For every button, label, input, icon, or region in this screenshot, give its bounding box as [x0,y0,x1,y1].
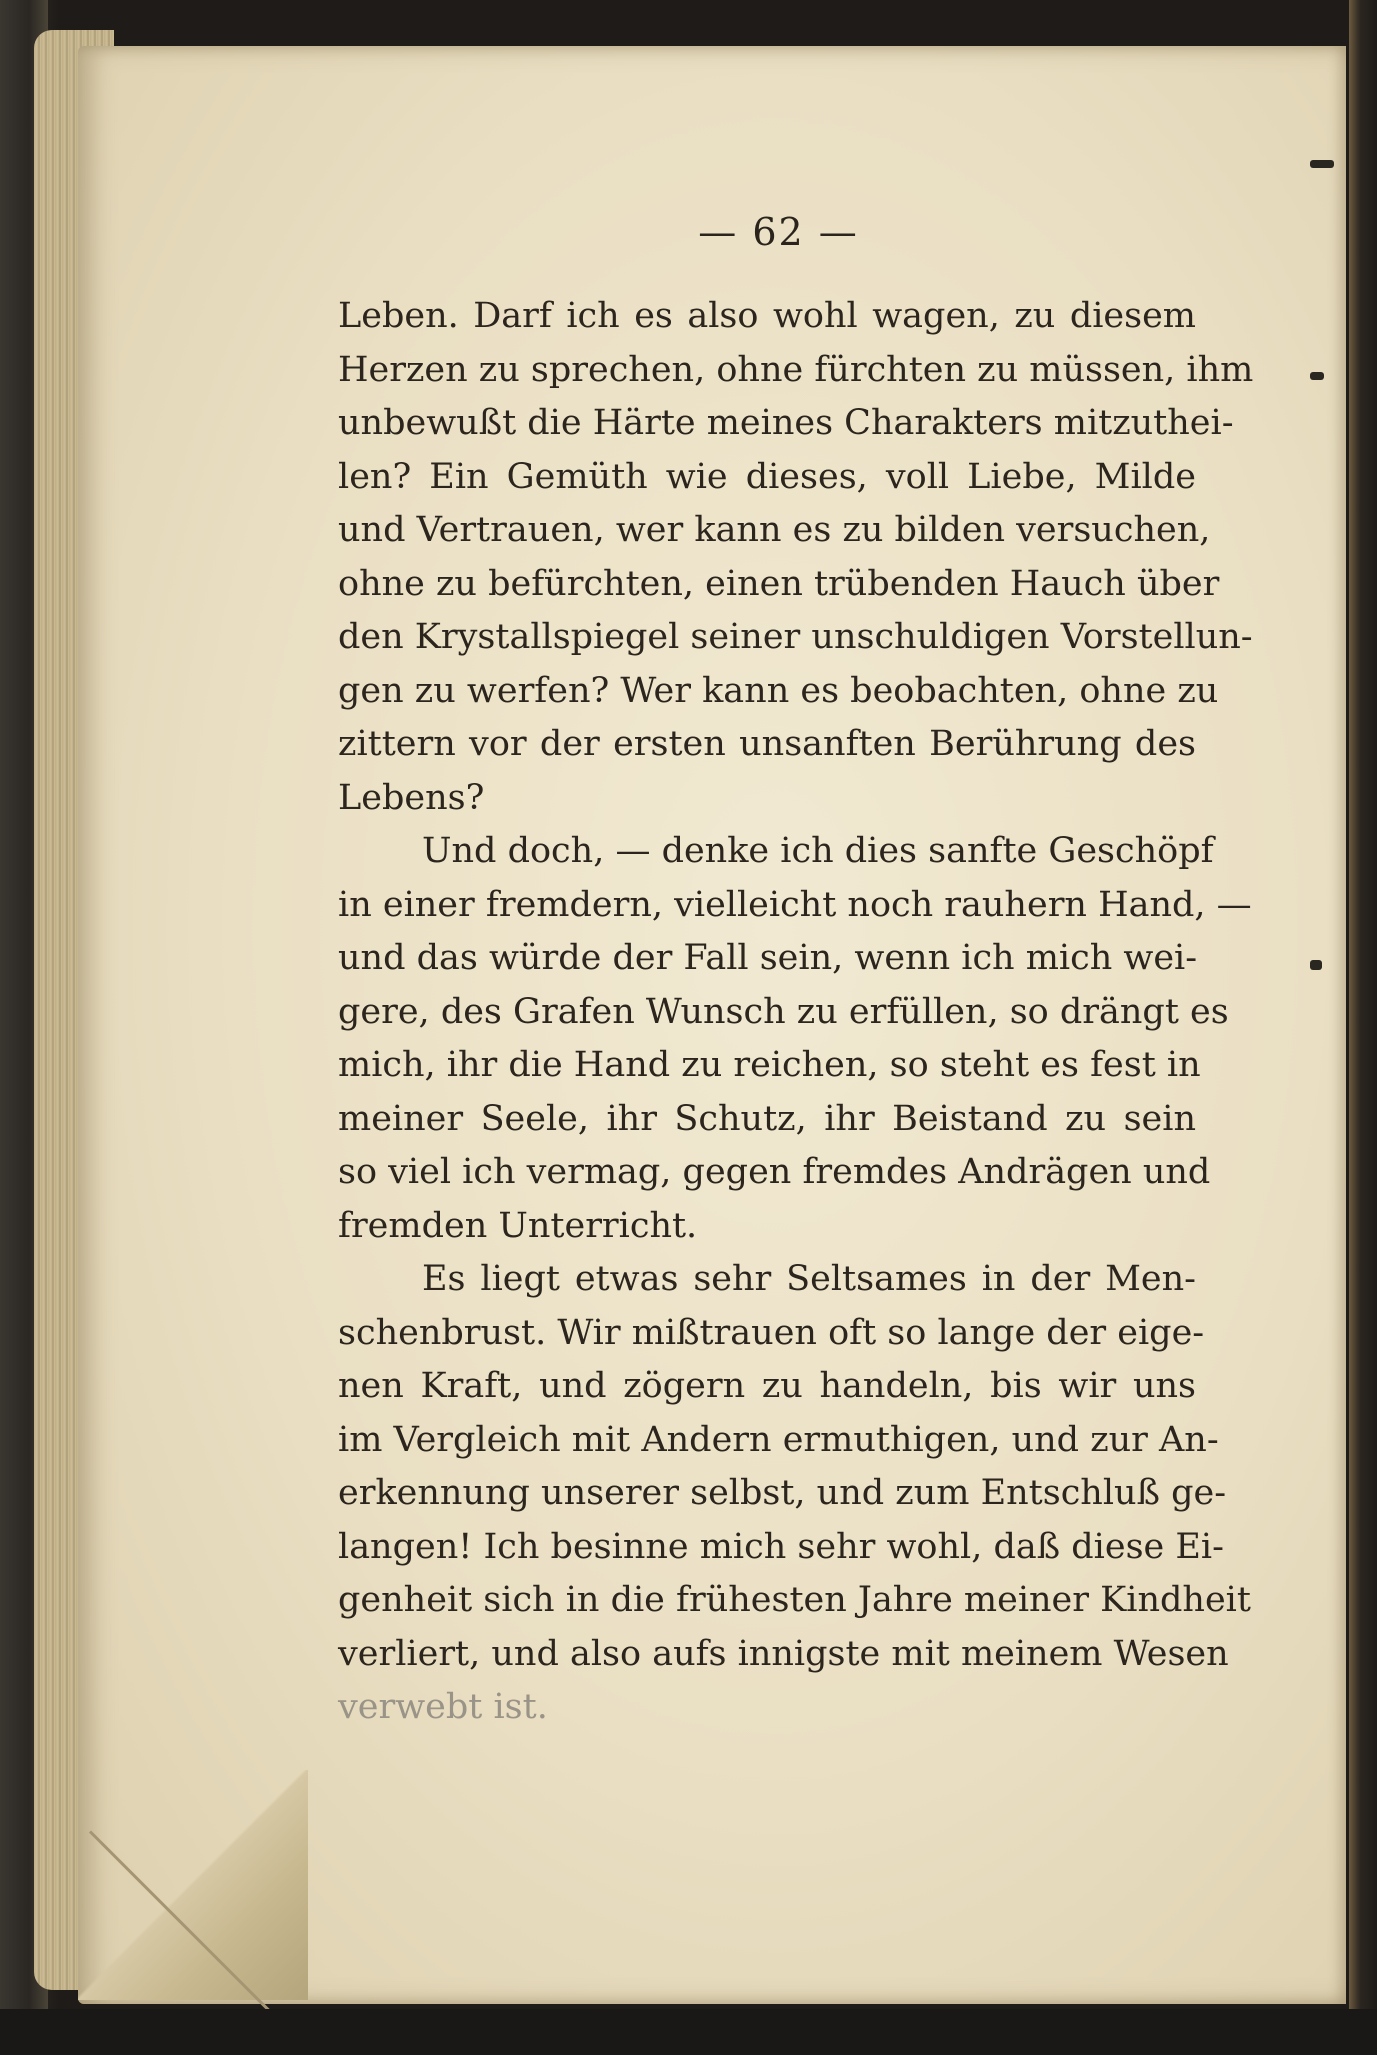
text-line: gen zu werfen? Wer kann es beobachten, ohne zu [338,670,1219,711]
text-line: Und doch, — denke ich dies sanfte Geschöpf [422,831,1214,871]
text-line: Leben. Darf ich es also wohl wagen, zu diesem [338,296,1196,336]
text-line: genheit sich in die frühesten Jahre meiner Kindheit [338,1580,1251,1620]
text-line: len? Ein Gemüth wie dieses, voll Liebe, Milde [338,456,1196,497]
text-line: und Vertrauen, wer kann es zu bilden versuchen, [338,510,1211,550]
text-line: im Vergleich mit Andern ermuthigen, und zur An- [338,1419,1219,1460]
text-line: mich, ihr die Hand zu reichen, so steht es fest in [338,1045,1201,1085]
edge-mark [1310,160,1334,168]
text-line: ohne zu befürchten, einen trübenden Hauch über [338,563,1220,604]
page-text [338,290,1254,1735]
folded-corner [78,1770,308,2000]
text-line: Herzen zu sprechen, ohne fürchten zu müssen, ihm [338,349,1254,390]
edge-mark [1310,372,1324,380]
text-line: unbewußt die Härte meines Charakters mitzuthei- [338,403,1234,443]
text-line: verwebt ist. [338,1687,548,1727]
text-line: in einer fremdern, vielleicht noch rauhern Hand, — [338,884,1252,925]
text-line: langen! Ich besinne mich sehr wohl, daß diese Ei- [338,1526,1224,1567]
text-line: Lebens? [338,777,485,818]
text-line: zittern vor der ersten unsanften Berührung des [338,724,1196,764]
text-line: meiner Seele, ihr Schutz, ihr Beistand zu sein [338,1098,1196,1139]
text-line: gere, des Grafen Wunsch zu erfüllen, so drängt es [338,991,1229,1032]
text-line: fremden Unterricht. [338,1205,698,1246]
book-cover-right [1349,0,1377,2055]
edge-mark [1310,960,1322,970]
text-line: den Krystallspiegel seiner unschuldigen Vorstellun- [338,617,1253,657]
scan-background [0,2009,1377,2055]
text-line: schenbrust. Wir mißtrauen oft so lange der eige- [338,1312,1205,1353]
text-line: erkennung unserer selbst, und zum Entschluß ge- [338,1473,1227,1513]
text-line: und das würde der Fall sein, wenn ich mich wei- [338,938,1198,978]
text-line: so viel ich vermag, gegen fremdes Andrägen und [338,1152,1211,1192]
text-line: nen Kraft, und zögern zu handeln, bis wir uns [338,1366,1196,1406]
text-line: verliert, und also aufs innigste mit meinem Wesen [338,1633,1229,1674]
text-line: Es liegt etwas sehr Seltsames in der Men- [422,1259,1196,1299]
page-number: — 62 — [698,210,859,254]
